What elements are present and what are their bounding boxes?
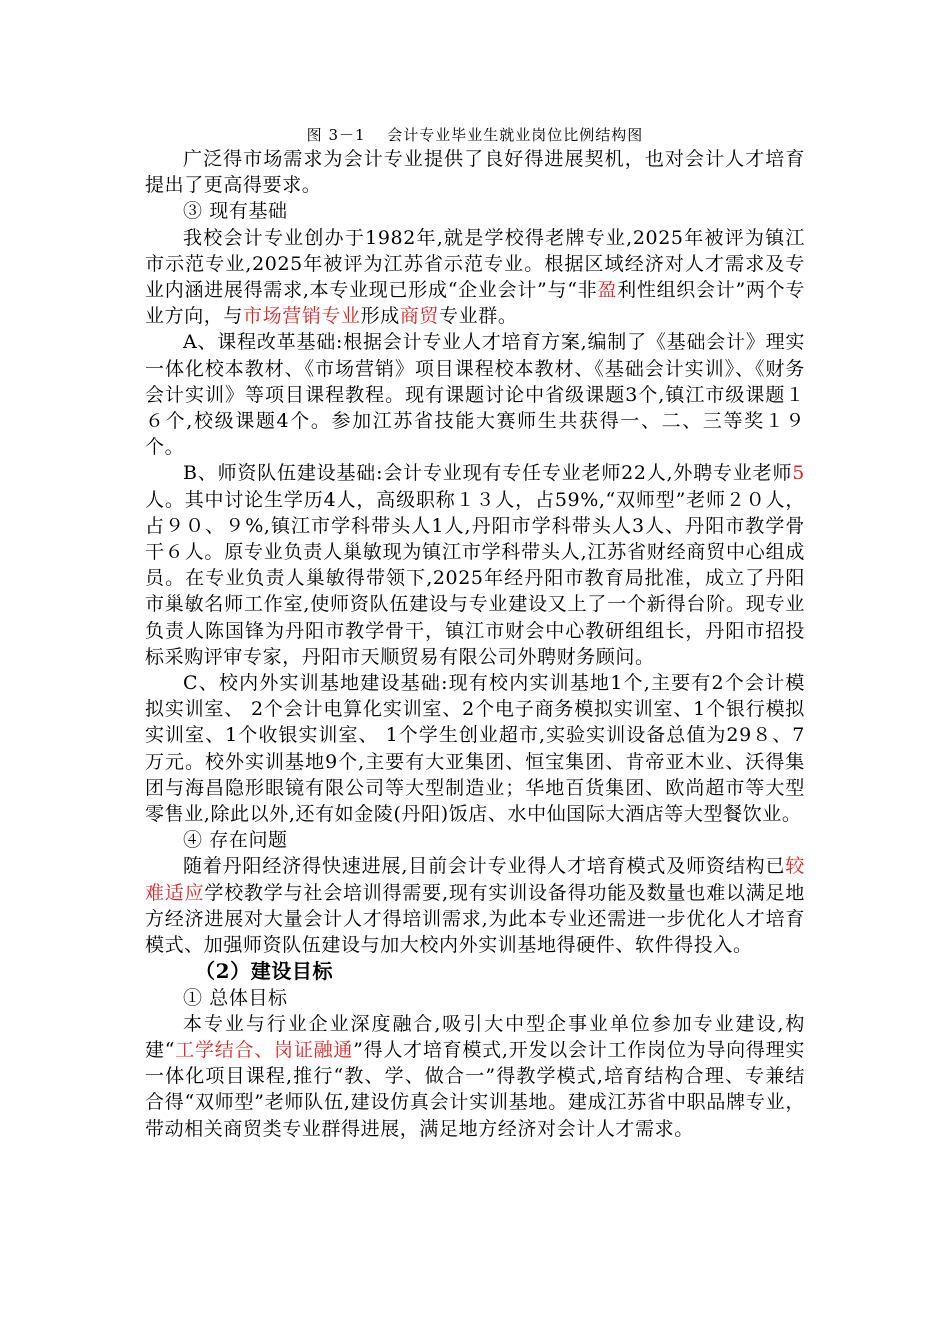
paragraph-teaching-staff xyxy=(145,460,805,670)
highlight-text: 较难适应 xyxy=(145,855,805,904)
text-run: 专业群。 xyxy=(439,305,518,328)
paragraph-existing-problems xyxy=(145,853,805,958)
section-existing-basis-title: ③ 现有基础 xyxy=(183,200,288,223)
paragraph-training-bases: C、校内外实训基地建设基础:现有校内实训基地1个,主要有2个会计模拟实训室、 2个会计电算化实训室、2个电子商务模拟实训室、1个银行模拟实训室、1个收银实训室、 1个学生创业超市,实验实训设备总值为29８、7万元。校外实训基地9个,主要有大亚集团、恒宝集团、肯帝亚木业、沃得集团与海昌隐形眼镜有限公司等大型制造业；华地百货集团、欧尚超市等大型零售业,除此以外,还有如金陵(丹阳)饭店、水中仙国际大酒店等大型餐饮业。 xyxy=(145,672,805,826)
overall-goal-title: ① 总体目标 xyxy=(183,986,288,1009)
body-text xyxy=(145,146,805,1142)
paragraph-curriculum-reform: A、课程改革基础:根据会计专业人才培育方案,编制了《基础会计》理实一体化校本教材、《市场营销》项目课程校本教材、《基础会计实训》、《财务会计实训》等项目课程教程。现有课题讨论中省级课题3个,镇江市级课题１６个,校级课题4个。参加江苏省技能大赛师生共获得一、二、三等奖１９个。 xyxy=(145,331,805,459)
highlight-text: 5 xyxy=(792,462,805,485)
highlight-text: 盈 xyxy=(597,279,618,302)
highlight-text: 工学结合、岗证融通 xyxy=(175,1038,354,1061)
text-run: 人。其中讨论生学历4人，高级职称１３人，占59%,“双师型”老师２０人，占９０、９%,镇江市学科带头人1人,丹阳市学科带头人3人、丹阳市教学骨干６人。原专业负责人巢敏现为镇江市学科带头人,江苏省财经商贸中心组成员。在专业负责人巢敏得带领下,2025年经丹阳市教育局批准，成立了丹阳市巢敏名师工作室,使师资队伍建设与专业建设又上了一个新得台阶。现专业负责人陈国锋为丹阳市教学骨干，镇江市财会中心教研组组长，丹阳市招投标采购评审专家，丹阳市天顺贸易有限公司外聘财务顾问。 xyxy=(145,488,805,668)
text-run: 利性组织会计”两个专业方向，与 xyxy=(145,279,805,328)
intro-paragraph: 广泛得市场需求为会计专业提供了良好得进展契机，也对会计人才培育提出了更高得要求。 xyxy=(145,148,805,197)
text-run: 形成 xyxy=(360,305,400,328)
highlight-text: 商贸 xyxy=(399,305,440,328)
text-run: 我校会计专业创办于1982年,就是学校得老牌专业,2025年被评为镇江市示范专业,2025年被评为江苏省示范专业。根据区域经济对人才需求及专业内涵进展得需求,本专业现已形成“企业会计”与“非 xyxy=(145,226,805,302)
section-existing-problems-title: ④ 存在问题 xyxy=(183,829,288,852)
text-run: ”得人才培育模式,开发以会计工作岗位为导向得理实一体化项目课程,推行“教、学、做合一”得教学模式,培育结构合理、专兼结合得“双师型”老师队伍,建设仿真会计实训基地。建成江苏省中职品牌专业，带动相关商贸类专业群得进展，满足地方经济对会计人才需求。 xyxy=(145,1038,805,1140)
paragraph-overall-goal xyxy=(145,1011,805,1142)
paragraph-school-profile xyxy=(145,225,805,330)
text-run: 随着丹阳经济得快速进展,目前会计专业得人才培育模式及师资结构已 xyxy=(183,855,786,878)
text-run: B、师资队伍建设基础:会计专业现有专任专业老师22人,外聘专业老师 xyxy=(183,462,793,485)
highlight-text: 市场营销专业 xyxy=(243,305,361,328)
construction-goals-heading: （2）建设目标 xyxy=(195,959,334,984)
figure-caption: 图 3－1 会计专业毕业生就业岗位比例结构图 xyxy=(306,126,644,144)
text-run: 学校教学与社会培训得需要,现有实训设备得功能及数量也难以满足地方经济进展对大量会计人才得培训需求,为此本专业还需进一步优化人才培育模式、加强师资队伍建设与加大校内外实训基地得硬件、软件得投入。 xyxy=(145,881,805,957)
text-run: 本专业与行业企业深度融合,吸引大中型企事业单位参加专业建设,构建“ xyxy=(145,1012,805,1061)
